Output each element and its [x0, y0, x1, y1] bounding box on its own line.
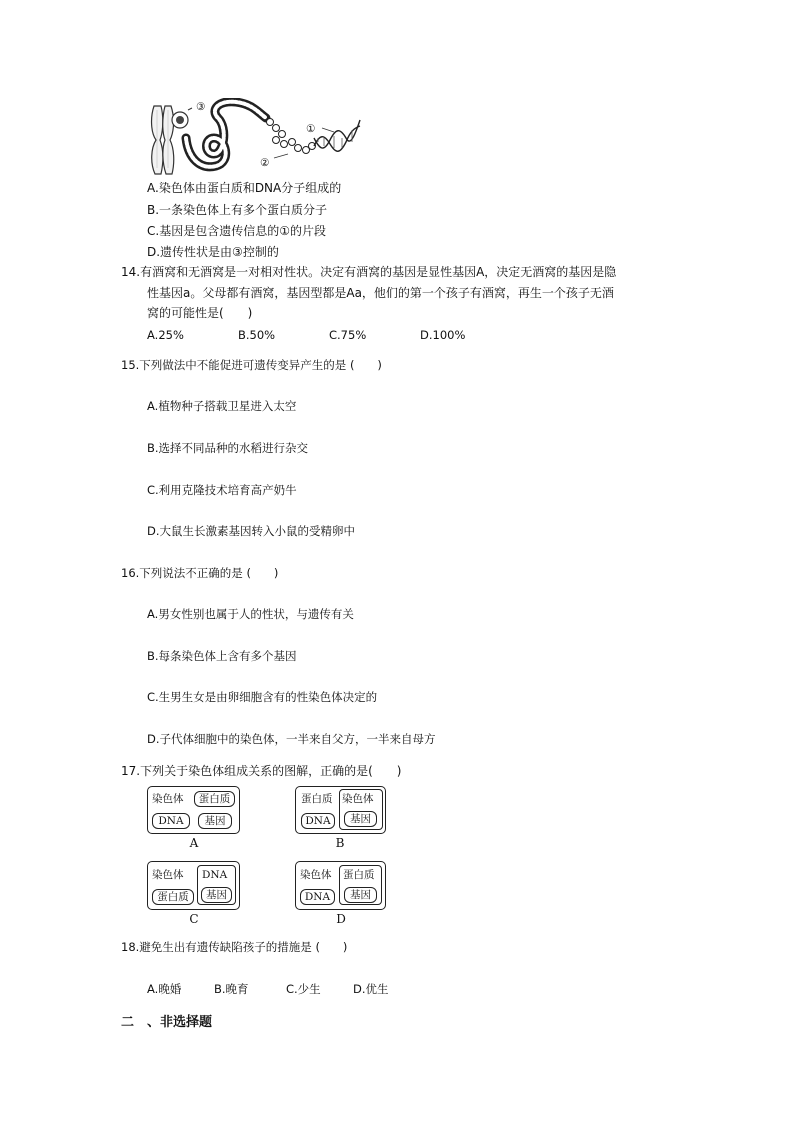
q17-c-outer-bottom: 蛋白质	[152, 889, 194, 905]
diagram-label-3: ③	[196, 101, 206, 113]
q15-option-c: C.利用克隆技术培育高产奶牛	[147, 483, 297, 497]
q18-option-c: C.少生	[286, 982, 321, 996]
q17-d-outer-top: 染色体	[300, 869, 332, 881]
q13-option-d: D.遗传性状是由③控制的	[147, 245, 279, 259]
q14-option-c: C.75%	[329, 328, 367, 342]
q17-d-gene: 基因	[344, 887, 377, 903]
q13-option-c: C.基因是包含遗传信息的①的片段	[147, 224, 326, 238]
q13-option-b: B.一条染色体上有多个蛋白质分子	[147, 203, 328, 217]
q15-option-a: A.植物种子搭载卫星进入太空	[147, 399, 297, 413]
q18-option-d: D.优生	[353, 982, 389, 996]
q17-c-inner-box	[197, 865, 236, 905]
q17-caption-c: C	[189, 912, 199, 926]
q17-a-gene: 基因	[198, 813, 232, 829]
q14-option-d: D.100%	[420, 328, 466, 342]
chromosome-dna-diagram	[148, 98, 363, 178]
q18-stem: 18.避免生出有遗传缺陷孩子的措施是 ( )	[121, 940, 348, 954]
q15-stem: 15.下列做法中不能促进可遗传变异产生的是 ( )	[121, 358, 382, 372]
section-2-heading: 二 、非选择题	[121, 1015, 213, 1030]
q17-d-inner-top: 蛋白质	[343, 869, 375, 881]
q17-a-outer-label: 染色体	[152, 793, 184, 805]
q17-a-dna: DNA	[152, 813, 190, 829]
q14-option-b: B.50%	[238, 328, 276, 342]
q17-b-inner-box	[339, 789, 383, 830]
q17-b-inner-top: 染色体	[342, 793, 374, 805]
diagram-label-2: ②	[260, 157, 270, 169]
q17-panel-c	[147, 861, 240, 910]
q17-panel-d	[295, 861, 386, 910]
chromosome-illustration	[148, 98, 363, 178]
q17-stem: 17.下列关于染色体组成关系的图解，正确的是( )	[121, 764, 402, 778]
diagram-label-1: ①	[306, 123, 316, 135]
q17-panel-a	[147, 786, 240, 834]
q17-panel-b	[295, 786, 386, 834]
q15-option-b: B.选择不同品种的水稻进行杂交	[147, 441, 309, 455]
q16-option-c: C.生男生女是由卵细胞含有的性染色体决定的	[147, 690, 378, 704]
q17-b-dna: DNA	[301, 813, 335, 829]
q17-c-gene: 基因	[201, 887, 232, 903]
q17-b-gene: 基因	[344, 811, 377, 827]
q18-option-a: A.晚婚	[147, 982, 182, 996]
q16-option-a: A.男女性别也属于人的性状，与遗传有关	[147, 607, 354, 621]
q17-caption-a: A	[189, 836, 199, 850]
q17-d-outer-bottom: DNA	[300, 889, 335, 905]
q14-stem-line-1: 14.有酒窝和无酒窝是一对相对性状。决定有酒窝的基因是显性基因A，决定无酒窝的基因是隐	[121, 265, 617, 279]
q16-stem: 16.下列说法不正确的是 ( )	[121, 566, 279, 580]
q15-option-d: D.大鼠生长激素基因转入小鼠的受精卵中	[147, 524, 356, 538]
q14-stem-line-2: 性基因a。父母都有酒窝，基因型都是Aa，他们的第一个孩子有酒窝，再生一个孩子无酒	[147, 286, 614, 300]
q16-option-d: D.子代体细胞中的染色体，一半来自父方，一半来自母方	[147, 732, 436, 746]
q17-b-outer-label: 蛋白质	[301, 793, 333, 805]
q14-option-a: A.25%	[147, 328, 184, 342]
q17-c-outer-top: 染色体	[152, 869, 184, 881]
q17-d-inner-box	[339, 865, 382, 905]
q17-c-inner-top: DNA	[202, 869, 228, 881]
q14-stem-line-3: 窝的可能性是( )	[147, 306, 253, 320]
q16-option-b: B.每条染色体上含有多个基因	[147, 649, 297, 663]
q17-a-inner-top: 蛋白质	[194, 791, 235, 807]
q13-option-a: A.染色体由蛋白质和DNA分子组成的	[147, 181, 342, 195]
q17-caption-b: B	[335, 836, 345, 850]
q18-option-b: B.晚育	[214, 982, 249, 996]
q17-caption-d: D	[336, 912, 346, 926]
